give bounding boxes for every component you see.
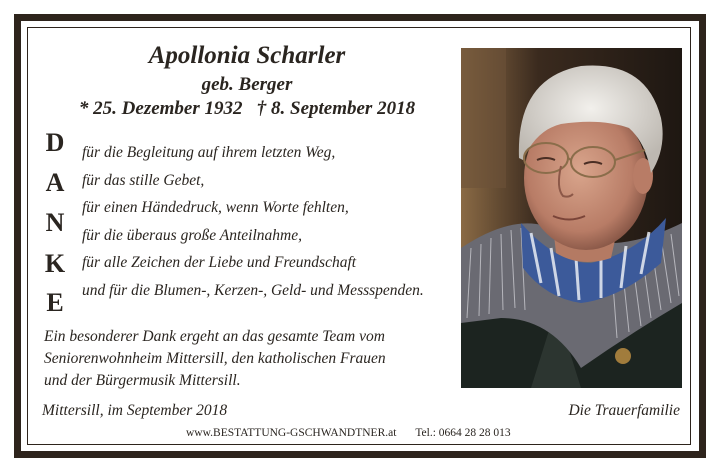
footer-website: www.BESTATTUNG-GSCHWANDTNER.at: [186, 427, 397, 439]
signature: Die Trauerfamilie: [568, 402, 680, 419]
danke-letter-d: D: [45, 128, 65, 157]
special-thanks-line: Seniorenwohnheim Mittersill, den katholischen Frauen: [44, 350, 386, 367]
special-thanks-line: Ein besonderer Dank ergeht an das gesamte Team vom: [44, 328, 385, 345]
thanks-line: für das stille Gebet,: [82, 172, 205, 189]
thanks-line: für die Begleitung auf ihrem letzten Weg,: [82, 144, 336, 161]
thanks-line: für die überaus große Anteilnahme,: [82, 227, 302, 244]
special-thanks: [44, 326, 454, 392]
birth-name: geb. Berger: [201, 74, 293, 95]
footer-phone: Tel.: 0664 28 28 013: [415, 427, 511, 439]
footer: [186, 427, 511, 439]
danke-letter-n: N: [45, 208, 65, 237]
place-date: Mittersill, im September 2018: [42, 402, 228, 419]
danke-letter-a: A: [45, 168, 65, 197]
portrait-illustration: [461, 48, 682, 388]
deceased-name: Apollonia Scharler: [148, 42, 346, 69]
portrait-photo: [461, 48, 682, 388]
thanks-line: und für die Blumen-, Kerzen-, Geld- und Messspenden.: [82, 282, 424, 299]
danke-letter-k: K: [44, 249, 66, 278]
thanks-line: für einen Händedruck, wenn Worte fehlten,: [82, 199, 349, 216]
special-thanks-line: und der Bürgermusik Mittersill.: [44, 372, 241, 389]
thanks-line: für alle Zeichen der Liebe und Freundschaft: [82, 254, 357, 271]
life-dates: * 25. Dezember 1932 † 8. September 2018: [78, 98, 416, 119]
danke-letter-e: E: [46, 288, 64, 317]
